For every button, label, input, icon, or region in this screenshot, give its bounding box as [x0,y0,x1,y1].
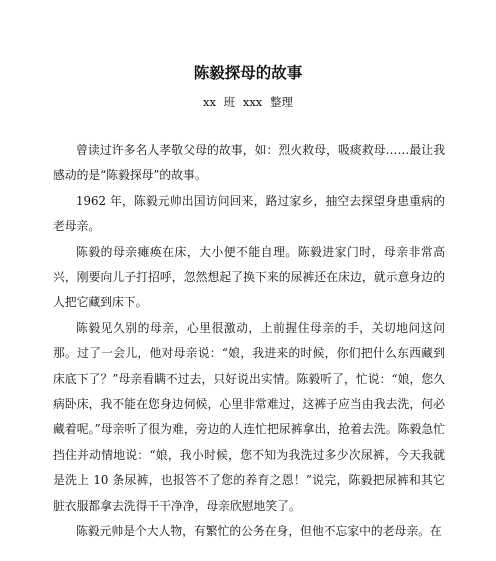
document-subtitle: xx 班 xxx 整理 [203,95,293,109]
document-body [53,138,445,545]
paragraph-intro: 曾读过许多名人孝敬父母的故事，如：烈火救母，吸痰救母……最让我感动的是“陈毅探母”的故事。 [53,143,445,183]
paragraph-mother-paralyzed: 陈毅的母亲瘫痪在床，大小便不能自理。陈毅进家门时，母亲非常高兴，刚要向儿子打招呼，忽然想起了换下来的尿裤还在床边，就示意身边的人把它藏到床下。 [53,244,445,310]
document-title: 陈毅探母的故事 [193,63,303,82]
paragraph-washing-trousers: 陈毅见久别的母亲，心里很激动，上前握住母亲的手，关切地问这问那。过了一会儿，他对母亲说：“娘，我进来的时候，你们把什么东西藏到床底下了？”母亲看瞒不过去，只好说出实情。陈毅听了，忙说：“娘，您久病卧床，我不能在您身边伺候，心里非常难过，这裤子应当由我去洗，何必藏着呢。”母亲听了很为难，旁边的人连忙把尿裤拿出，抢着去洗。陈毅急忙挡住并动情地说：“娘，我小时候，您不知为我洗过多少次尿裤，今天我就是洗上 10 条尿裤，也报答不了您的养育之恩！”说完，陈毅把尿裤和其它脏衣服都拿去洗得干干净净，母亲欣慰地笑了。 [53,320,445,513]
paragraph-1962: 1962 年，陈毅元帅出国访问回来，路过家乡，抽空去探望身患重病的老母亲。 [53,193,445,234]
paragraph-conclusion: 陈毅元帅是个大人物，有繁忙的公务在身，但他不忘家中的老母亲。在 [76,524,442,539]
